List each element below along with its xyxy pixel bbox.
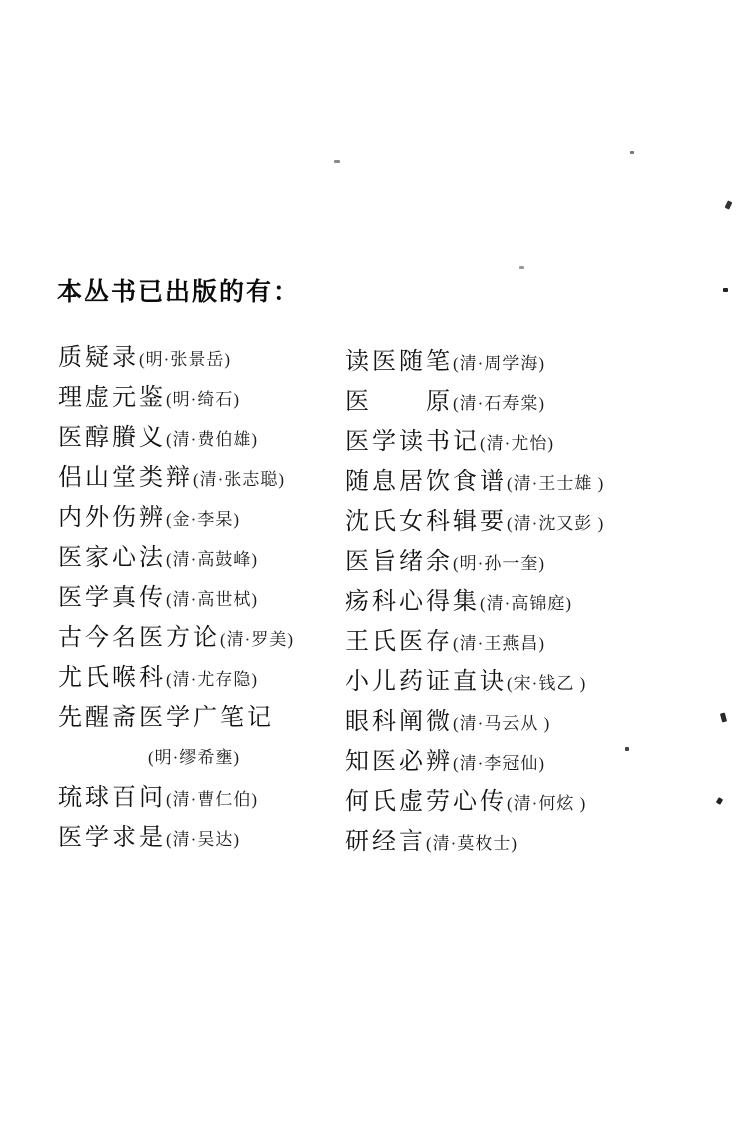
book-attribution: (清·周学海) <box>453 354 545 373</box>
scan-speck <box>716 797 723 805</box>
book-attribution: (明·绮石) <box>166 390 240 409</box>
book-title: 知医必辨 <box>345 749 453 775</box>
book-entry <box>58 378 348 418</box>
book-title: 小儿药证直诀 <box>345 669 507 695</box>
book-entry <box>58 338 348 378</box>
book-attribution: (清·尤怡) <box>480 434 554 453</box>
book-attribution: (清·高鼓峰) <box>166 550 258 569</box>
book-attribution: (清·王燕昌) <box>453 634 545 653</box>
book-list-right-column <box>345 342 705 862</box>
book-entry <box>58 458 348 498</box>
book-attribution: (清·费伯雄) <box>166 430 258 449</box>
book-attribution: (清·马云从 ) <box>453 714 551 733</box>
book-attribution: (清·王士雄 ) <box>507 474 605 493</box>
book-entry <box>345 582 705 622</box>
scan-speck <box>725 200 733 209</box>
book-attribution: (明·缪希壅) <box>148 748 240 767</box>
scan-speck <box>519 266 524 269</box>
book-title: 琉球百问 <box>58 785 166 811</box>
book-entry <box>58 658 348 698</box>
scan-speck <box>723 288 728 292</box>
book-attribution: (宋·钱乙 ) <box>507 674 587 693</box>
book-title: 医学真传 <box>58 585 166 611</box>
book-entry <box>345 542 705 582</box>
book-entry <box>58 818 348 858</box>
book-attribution: (清·尤存隐) <box>166 670 258 689</box>
book-entry <box>345 822 705 862</box>
book-title: 眼科阐微 <box>345 709 453 735</box>
book-entry <box>345 782 705 822</box>
book-attribution: (清·罗美) <box>220 630 294 649</box>
book-entry <box>345 662 705 702</box>
book-entry <box>345 342 705 382</box>
book-attribution: (清·李冠仙) <box>453 754 545 773</box>
book-entry <box>345 742 705 782</box>
book-title: 内外伤辨 <box>58 505 166 531</box>
book-attribution: (清·高锦庭) <box>480 594 572 613</box>
book-title: 质疑录 <box>58 345 139 371</box>
book-title: 研经言 <box>345 829 426 855</box>
book-title: 医家心法 <box>58 545 166 571</box>
book-attribution: (清·莫枚士) <box>426 834 518 853</box>
book-title: 疡科心得集 <box>345 589 480 615</box>
book-title: 医醇賸义 <box>58 425 166 451</box>
book-entry <box>58 418 348 458</box>
book-title: 王氏医存 <box>345 629 453 655</box>
book-attribution: (清·石寿棠) <box>453 394 545 413</box>
book-title: 读医随笔 <box>345 349 453 375</box>
book-attribution: (清·曹仁伯) <box>166 790 258 809</box>
scan-speck <box>334 160 340 163</box>
scan-speck <box>625 747 629 751</box>
book-attribution: (明·张景岳) <box>139 350 231 369</box>
book-attribution: (清·吴达) <box>166 830 240 849</box>
book-list-left-column <box>58 338 348 858</box>
book-title: 侣山堂类辩 <box>58 465 193 491</box>
book-title: 尤氏喉科 <box>58 665 166 691</box>
book-title: 随息居饮食谱 <box>345 469 507 495</box>
book-entry <box>345 422 705 462</box>
book-entry <box>58 698 348 738</box>
book-entry <box>58 578 348 618</box>
book-title: 何氏虚劳心传 <box>345 789 507 815</box>
book-title: 医 原 <box>345 389 453 415</box>
book-entry <box>58 778 348 818</box>
page-heading: 本丛书已出版的有： <box>57 278 301 306</box>
scan-speck <box>630 151 634 154</box>
book-entry <box>345 462 705 502</box>
book-entry <box>58 538 348 578</box>
book-title: 医学读书记 <box>345 429 480 455</box>
book-title: 古今名医方论 <box>58 625 220 651</box>
book-attribution: (清·高世栻) <box>166 590 258 609</box>
book-attribution: (金·李杲) <box>166 510 240 529</box>
book-attribution: (清·张志聪) <box>193 470 285 489</box>
book-entry <box>345 622 705 662</box>
book-attribution: (明·孙一奎) <box>453 554 545 573</box>
book-entry <box>345 702 705 742</box>
book-title: 医旨绪余 <box>345 549 453 575</box>
book-attribution: (清·何炫 ) <box>507 794 587 813</box>
book-entry <box>345 502 705 542</box>
book-attribution: (清·沈又彭 ) <box>507 514 605 533</box>
book-title: 理虚元鉴 <box>58 385 166 411</box>
book-entry <box>345 382 705 422</box>
book-entry <box>58 618 348 658</box>
book-title: 先醒斋医学广笔记 <box>58 705 274 731</box>
book-attribution-continuation <box>58 738 348 778</box>
scan-speck <box>720 713 727 723</box>
book-title: 沈氏女科辑要 <box>345 509 507 535</box>
book-title: 医学求是 <box>58 825 166 851</box>
book-entry <box>58 498 348 538</box>
